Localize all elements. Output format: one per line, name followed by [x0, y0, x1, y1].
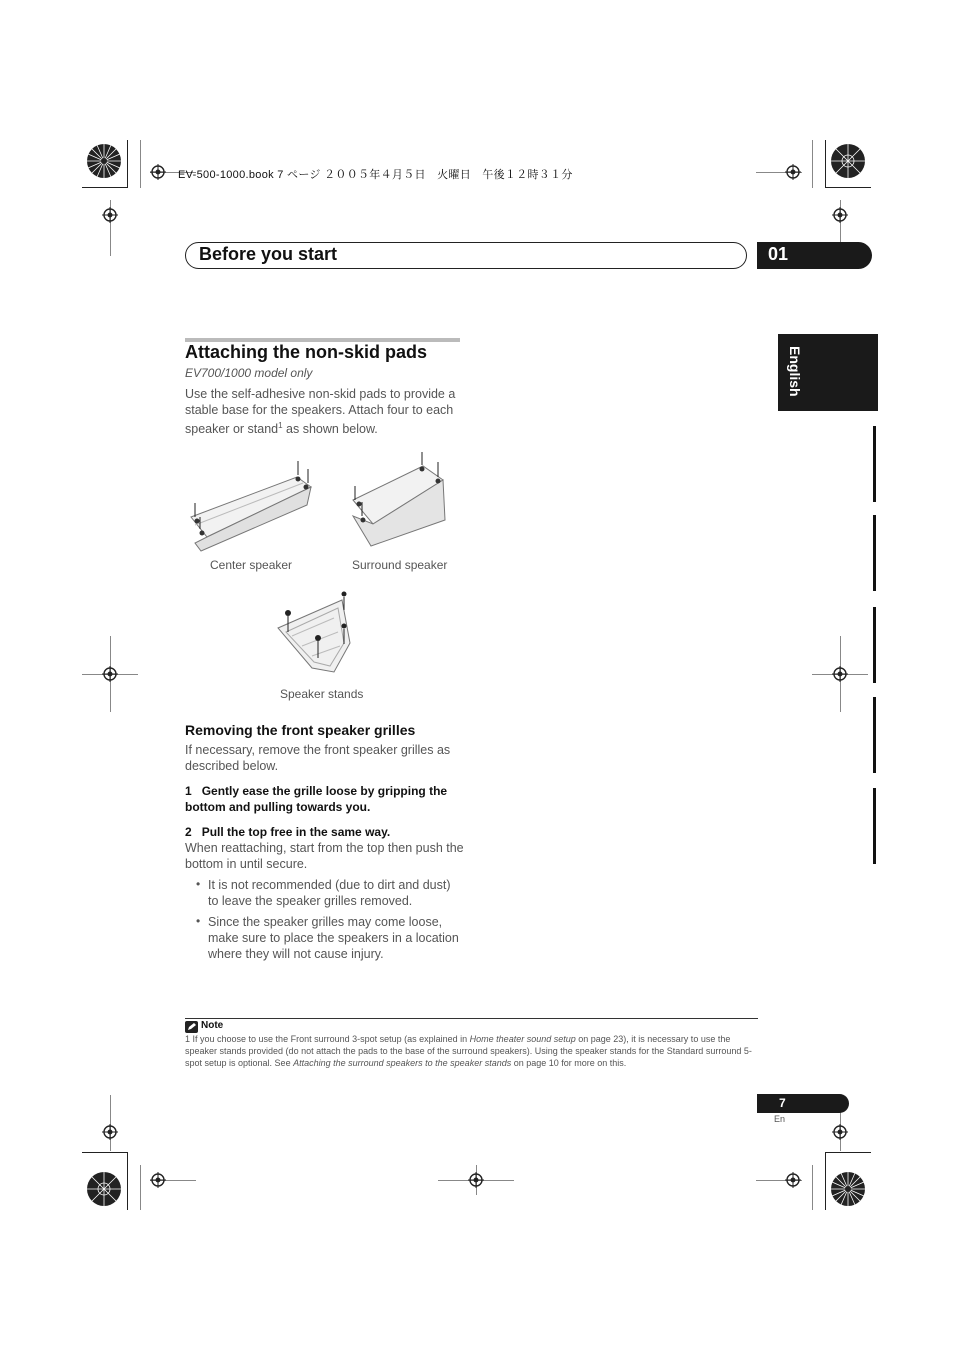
side-marker	[873, 788, 876, 864]
crosshair-icon	[832, 666, 848, 682]
surround-speaker-illustration	[345, 450, 455, 555]
file-header: EV-500-1000.book 7 ページ ２００５年４月５日 火曜日 午後１２時３１分	[178, 169, 573, 181]
crosshair-icon	[832, 1124, 848, 1140]
registration-starburst-icon	[86, 143, 122, 179]
bullet-marker: •	[196, 914, 201, 928]
chapter-title: Before you start	[199, 244, 338, 264]
model-note: EV700/1000 model only	[185, 366, 313, 380]
subsection-intro: If necessary, remove the front speaker grilles as described below.	[185, 743, 451, 773]
section-intro: Use the self-adhesive non-skid pads to provide a stable base for the speakers. Attach four to each speaker or stand$^1$ as shown below.	[185, 387, 456, 437]
side-marker	[873, 426, 876, 502]
registration-starburst-icon	[830, 1171, 866, 1207]
reattach-text: When reattaching, start from the top then push the bottom in until secure.	[185, 841, 464, 871]
subsection-title: Removing the front speaker grilles	[185, 722, 416, 738]
crosshair-icon	[102, 1124, 118, 1140]
crosshair-icon	[102, 666, 118, 682]
note-label: Note	[201, 1020, 224, 1031]
note-pencil-icon	[185, 1021, 198, 1033]
crosshair-icon	[785, 1172, 801, 1188]
caption-surround-speaker: Surround speaker	[352, 558, 448, 572]
crosshair-icon	[832, 207, 848, 223]
crosshair-icon	[150, 164, 166, 180]
section-title: Attaching the non-skid pads	[185, 342, 428, 362]
crosshair-icon	[468, 1172, 484, 1188]
page-number-box	[757, 1094, 849, 1113]
caption-speaker-stands: Speaker stands	[280, 687, 364, 701]
step-1: 1 Gently ease the grille loose by gripping the bottom and pulling towards you.	[185, 784, 448, 814]
bullet-marker: •	[196, 877, 201, 891]
language-tab-label: English	[787, 346, 803, 397]
footnote: 1 If you choose to use the Front surround 3-spot setup (as explained in Home theater sound setup on page 23), it is necessary to use the speaker stands provided (do not attach the pads to the base of the surround speakers). Using the speaker stands for the Standard surround 5-spot setup is optional. See Attaching the surround speakers to the speaker stands on page 10 for more on this.	[185, 1034, 752, 1068]
center-speaker-illustration	[185, 455, 320, 555]
crosshair-icon	[785, 164, 801, 180]
side-marker	[873, 515, 876, 591]
page-number: 7	[779, 1096, 786, 1110]
speaker-stand-illustration	[272, 588, 362, 678]
footnote-ref: 1	[278, 421, 283, 430]
crosshair-icon	[150, 1172, 166, 1188]
chapter-number: 01	[768, 244, 789, 264]
registration-starburst-icon	[830, 143, 866, 179]
bullet-item: Since the speaker grilles may come loose, make sure to place the speakers in a location where they will not cause injury.	[208, 915, 459, 961]
crosshair-icon	[102, 207, 118, 223]
side-marker	[873, 607, 876, 683]
step-2: 2 Pull the top free in the same way.	[185, 825, 391, 839]
side-marker	[873, 697, 876, 773]
note-rule	[185, 1018, 758, 1019]
registration-starburst-icon	[86, 1171, 122, 1207]
page-language: En	[774, 1114, 786, 1124]
bullet-item: It is not recommended (due to dirt and dust) to leave the speaker grilles removed.	[208, 878, 451, 908]
caption-center-speaker: Center speaker	[210, 558, 293, 572]
